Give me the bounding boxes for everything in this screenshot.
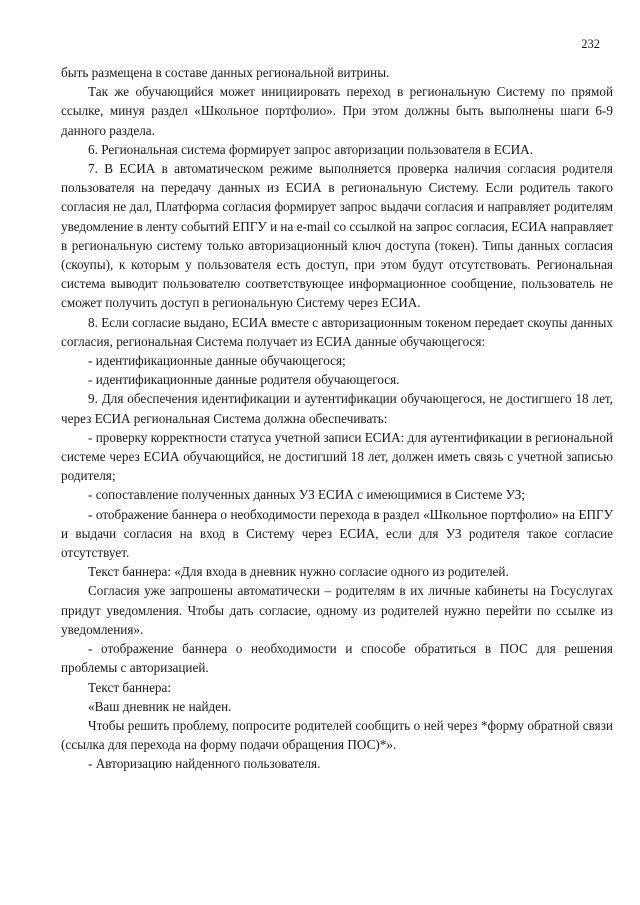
list-item: - отображение баннера о необходимости перехода в раздел «Школьное портфолио» на ЕПГУ и выдачи согласия на вход в Систему через ЕСИА, если для УЗ родителя такое согласие отсутствует. <box>61 506 613 561</box>
banner-text-1: Текст баннера: «Для входа в дневник нужно согласие одного из родителей. <box>88 564 509 580</box>
list-item: - сопоставление полученных данных УЗ ЕСИА с имеющимися в Системе УЗ; <box>88 487 526 503</box>
paragraph-1: быть размещена в составе данных региональной витрины. <box>61 65 390 80</box>
banner-text-3: «Ваш дневник не найден. <box>88 698 232 714</box>
paragraph-step-6: 6. Региональная система формирует запрос авторизации пользователя в ЕСИА. <box>88 141 533 157</box>
list-item: - Авторизацию найденного пользователя. <box>88 756 321 772</box>
banner-label: Текст баннера: <box>88 679 172 695</box>
paragraph-step-7: 7. В ЕСИА в автоматическом режиме выполняется проверка наличия согласия родителя пользователя на передачу данных из ЕСИА в региональную Систему. Если родитель такого согласия не дал, Платформа согласия формирует запрос выдачи согласия и направляет родителям уведомление в ленту событий ЕПГУ и на e-mail со ссылкой на запрос согласия, ЕСИА направляет в региональную систему только авторизационный ключ доступа (токен). Типы данных согласия (скоупы), к которым у пользователя есть доступ, при этом будут отсутствовать. Региональная система выводит пользователю соответствующее информационное сообщение, пользователь не сможет получить доступ в региональную Систему через ЕСИА. <box>61 161 613 311</box>
banner-text-4: Чтобы решить проблему, попросите родителей сообщить о ней через *форму обратной связи (ссылка для перехода на форму подачи обращения ПОС)*». <box>61 717 613 753</box>
list-item: - проверку корректности статуса учетной записи ЕСИА: для аутентификации в региональной системе через ЕСИА обучающийся, не достигший 18 лет, должен иметь связь с учетной записью родителя; <box>61 429 613 484</box>
paragraph-2: Так же обучающийся может инициировать переход в региональную Систему по прямой ссылке, минуя раздел «Школьное портфолио». При этом должны быть выполнены шаги 6-9 данного раздела. <box>61 84 613 138</box>
banner-text-2: Согласия уже запрошены автоматически – родителям в их личные кабинеты на Госуслугах придут уведомления. Чтобы дать согласие, одному из родителей нужно перейти по ссылке из уведомления». <box>61 583 613 637</box>
list-item: - отображение баннера о необходимости и способе обратиться в ПОС для решения проблемы с авторизацией. <box>61 641 613 676</box>
list-item: - идентификационные данные обучающегося; <box>88 353 346 369</box>
paragraph-step-9: 9. Для обеспечения идентификации и аутентификации обучающегося, не достигшего 18 лет, через ЕСИА региональная Система должна обеспечивать: <box>61 391 613 426</box>
paragraph-step-8: 8. Если согласие выдано, ЕСИА вместе с авторизационным токеном передает скоупы данных согласия, региональная Система получает из ЕСИА данные обучающегося: <box>61 314 613 349</box>
list-item: - идентификационные данные родителя обучающегося. <box>88 372 400 388</box>
page-number: 232 <box>581 37 600 51</box>
document-body <box>61 63 613 774</box>
